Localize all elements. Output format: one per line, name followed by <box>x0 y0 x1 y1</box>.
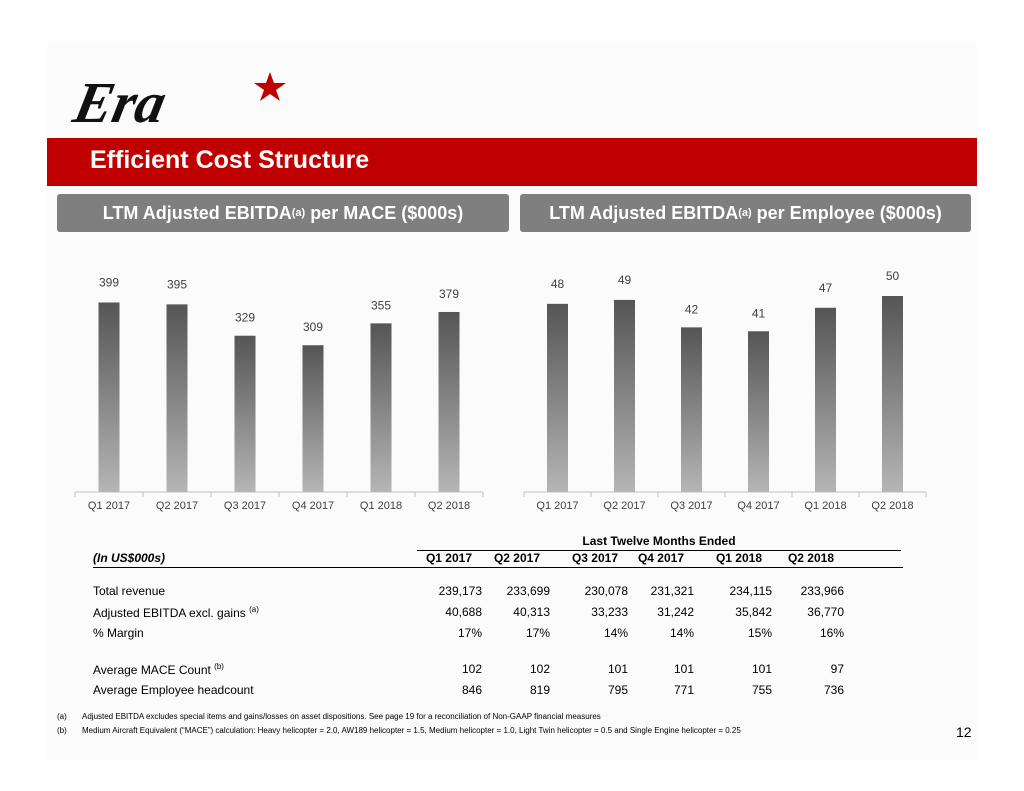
footnote-text: Medium Aircraft Equivalent (“MACE”) calculation: Heavy helicopter = 2.0, AW189 helicopter = 1.5, Medium helicopter = 1.0, Light Twin helicopter = 0.5 and Single Engine helicopter = 0.25 <box>82 726 741 735</box>
bar <box>303 345 324 492</box>
table-cell: 819 <box>529 683 550 697</box>
table-cell: 233,966 <box>800 584 844 598</box>
data-label: 47 <box>818 280 833 295</box>
table-cell: 15% <box>747 626 772 640</box>
bar <box>681 327 702 492</box>
table-cell: 36,770 <box>807 605 844 619</box>
category-label: Q4 2017 <box>737 500 780 512</box>
data-label: 379 <box>438 286 460 301</box>
page-title: Efficient Cost Structure <box>90 146 370 174</box>
table-cell: 234,115 <box>729 584 772 598</box>
table-row-label: Adjusted EBITDA excl. gains $^{(a)}$ <box>93 605 259 620</box>
table-cell: 33,233 <box>591 605 628 619</box>
table-cell: 40,688 <box>445 605 482 619</box>
data-label: 309 <box>302 320 324 335</box>
table-cell: 16% <box>819 626 844 640</box>
table-cell: 795 <box>607 683 628 697</box>
table-unit-label: (In US$000s) <box>93 551 166 565</box>
chart-header-sup: (a) <box>291 207 306 219</box>
table-cell: 97 <box>830 662 844 676</box>
table-cell: 771 <box>673 683 694 697</box>
table-column-header: Q2 2018 <box>787 551 834 565</box>
chart-header-prefix: LTM Adjusted EBITDA <box>102 202 292 223</box>
table-row <box>93 626 903 642</box>
table-row-label: Average Employee headcount <box>93 683 254 697</box>
data-label: 50 <box>885 269 900 283</box>
data-label: 41 <box>751 306 766 321</box>
table-cell: 755 <box>751 683 772 697</box>
table-cell: 233,699 <box>506 584 550 598</box>
category-label: Q2 2018 <box>871 500 914 512</box>
table-cell: 17% <box>457 626 482 640</box>
bar <box>547 304 568 492</box>
table-group-header: Last Twelve Months Ended <box>417 534 901 551</box>
category-label: Q1 2017 <box>87 500 131 512</box>
table-cell: 101 <box>673 662 694 676</box>
era-logo-text: Era <box>68 70 173 135</box>
data-label: 395 <box>166 277 188 292</box>
table-cell: 230,078 <box>584 584 628 598</box>
data-label: 49 <box>617 272 632 287</box>
chart-header-prefix: LTM Adjusted EBITDA <box>549 202 739 223</box>
table-column-header: Q4 2017 <box>637 551 684 565</box>
data-label: 399 <box>98 275 120 290</box>
bar <box>748 331 769 492</box>
table-cell: 17% <box>525 626 550 640</box>
table-cell: 102 <box>529 662 550 676</box>
category-label: Q2 2018 <box>427 500 471 512</box>
category-label: Q1 2018 <box>804 500 847 512</box>
table-column-header: Q1 2018 <box>715 551 762 565</box>
table-row-label: Total revenue <box>93 584 166 598</box>
footnote-key: (a) <box>57 712 67 721</box>
table-cell: 231,321 <box>650 584 694 598</box>
category-label: Q2 2017 <box>603 500 646 512</box>
category-label: Q1 2017 <box>536 500 579 512</box>
table-cell: 14% <box>603 626 628 640</box>
table-row-label: Average MACE Count $^{(b)}$ <box>93 662 224 677</box>
category-label: Q1 2018 <box>359 500 403 512</box>
category-label: Q4 2017 <box>291 500 335 512</box>
table-row <box>93 605 903 621</box>
table-row-label: % Margin <box>93 626 144 640</box>
page-number: 12 <box>956 724 972 740</box>
chart-header-suffix: per Employee ($000s) <box>756 202 942 223</box>
table-cell: 35,842 <box>735 605 772 619</box>
table-row <box>93 683 903 699</box>
bar <box>614 300 635 492</box>
footnote-text: Adjusted EBITDA excludes special items and gains/losses on asset dispositions. See page 19 for a reconciliation of Non-GAAP financial measures <box>82 712 601 721</box>
chart-header-sup: (a) <box>738 207 752 219</box>
bar <box>167 304 188 492</box>
chart-header-suffix: per MACE ($000s) <box>310 202 464 223</box>
table-cell: 846 <box>461 683 482 697</box>
bar <box>235 336 256 492</box>
category-label: Q3 2017 <box>670 500 713 512</box>
footnote <box>57 726 741 735</box>
table-cell: 101 <box>751 662 772 676</box>
bar <box>371 323 392 492</box>
category-label: Q2 2017 <box>155 500 199 512</box>
table-cell: 736 <box>823 683 844 697</box>
table-column-header: Q3 2017 <box>571 551 618 565</box>
data-label: 329 <box>234 310 256 325</box>
footnote-key: (b) <box>57 726 67 735</box>
table-cell: 101 <box>607 662 628 676</box>
data-label: 42 <box>684 302 699 317</box>
table-row <box>93 662 903 678</box>
footnote-marker: (a) <box>249 605 259 614</box>
table-row <box>93 584 903 600</box>
table-header-row <box>93 551 903 568</box>
data-label: 355 <box>370 298 392 313</box>
footnote-marker: (b) <box>214 662 224 671</box>
bar <box>815 308 836 492</box>
table-column-header: Q1 2017 <box>425 551 472 565</box>
bar <box>882 296 903 492</box>
table-cell: 14% <box>669 626 694 640</box>
category-label: Q3 2017 <box>223 500 267 512</box>
table-cell: 31,242 <box>657 605 694 619</box>
bar <box>439 312 460 492</box>
data-label: 48 <box>550 276 565 291</box>
bar <box>99 302 120 492</box>
table-cell: 40,313 <box>513 605 550 619</box>
table-cell: 239,173 <box>438 584 482 598</box>
footnote <box>57 712 601 721</box>
table-column-header: Q2 2017 <box>493 551 540 565</box>
table-cell: 102 <box>461 662 482 676</box>
